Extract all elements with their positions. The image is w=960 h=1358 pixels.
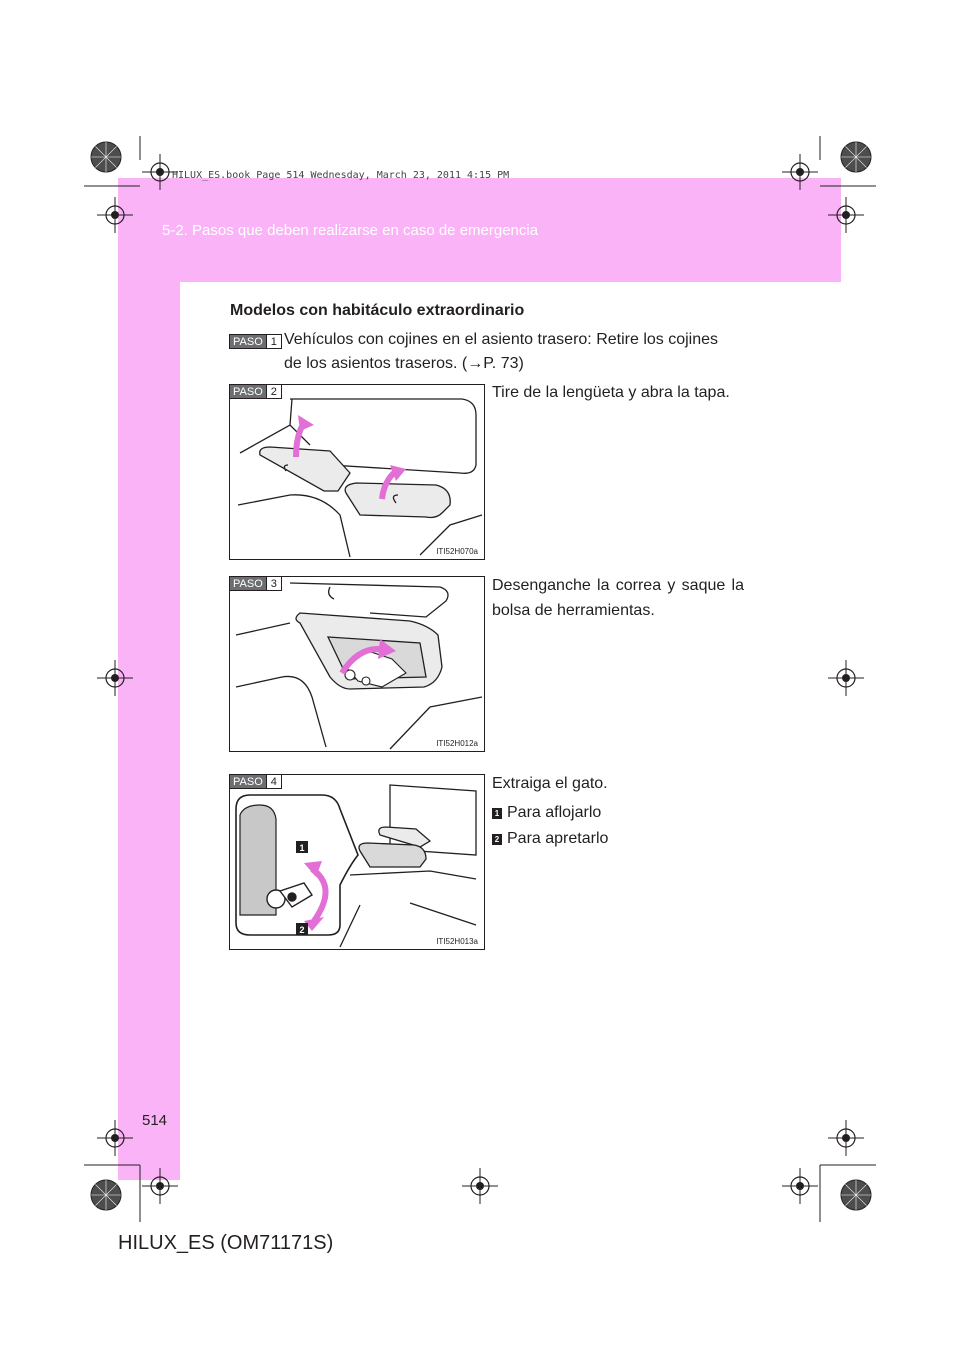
- figure-code: ITI52H012a: [436, 739, 478, 748]
- step-text: Extraiga el gato.: [492, 775, 608, 792]
- step-word: PASO: [230, 775, 266, 788]
- sunburst-mark: [91, 1180, 121, 1210]
- section-title: 5-2. Pasos que deben realizarse en caso de emergencia: [162, 222, 539, 239]
- sunburst-mark: [841, 1180, 871, 1210]
- figure-step-2: [229, 384, 485, 560]
- step-number: 4: [266, 775, 281, 788]
- legend-item: [492, 804, 601, 822]
- step-text: Desenganche la correa y saque la bolsa de herramientas.: [492, 577, 744, 619]
- legend-label: Para apretarlo: [507, 830, 609, 847]
- step-number: 2: [266, 385, 281, 398]
- step-text: Tire de la lengüeta y abra la tapa.: [492, 384, 730, 401]
- step-badge: [229, 774, 282, 789]
- registration-cross: [97, 1120, 133, 1156]
- registration-cross: [782, 154, 818, 190]
- figure-code: ITI52H070a: [436, 547, 478, 556]
- sunburst-mark: [841, 142, 871, 172]
- registration-cross: [828, 1120, 864, 1156]
- registration-cross: [782, 1168, 818, 1204]
- step-badge: [229, 576, 282, 591]
- step-number: 1: [266, 335, 281, 348]
- legend-label: Para aflojarlo: [507, 804, 602, 821]
- step-word: PASO: [230, 577, 266, 590]
- svg-text:1: 1: [299, 843, 305, 853]
- registration-cross: [462, 1168, 498, 1204]
- svg-text:2: 2: [299, 925, 305, 935]
- registration-cross: [97, 197, 133, 233]
- step-badge: [229, 334, 282, 349]
- figure-illustration: [230, 385, 484, 559]
- book-stamp: HILUX_ES.book Page 514 Wednesday, March 23, 2011 4:15 PM: [172, 170, 510, 181]
- legend-item: [492, 830, 608, 848]
- step-text-line: de los asientos traseros. (→P. 73): [284, 355, 524, 372]
- figure-illustration: [230, 577, 484, 751]
- step-word: PASO: [230, 385, 266, 398]
- registration-cross: [97, 660, 133, 696]
- figure-code: ITI52H013a: [436, 937, 478, 946]
- step-number: 3: [266, 577, 281, 590]
- subheading: Modelos con habitáculo extraordinario: [230, 302, 525, 319]
- legend-number: 2: [492, 834, 502, 845]
- page-number: 514: [142, 1112, 168, 1129]
- registration-cross: [142, 1168, 178, 1204]
- manual-code: HILUX_ES (OM71171S): [118, 1232, 334, 1254]
- legend-number: 1: [492, 808, 502, 819]
- step-text: [284, 328, 746, 376]
- step-text-line: Vehículos con cojines en el asiento trasero: Retire los cojines: [284, 331, 719, 348]
- registration-cross: [828, 197, 864, 233]
- registration-cross: [828, 660, 864, 696]
- step-badge: [229, 384, 282, 399]
- sunburst-mark: [91, 142, 121, 172]
- step-word: PASO: [230, 335, 266, 348]
- figure-step-3: [229, 576, 485, 752]
- figure-step-4: [229, 774, 485, 950]
- figure-illustration: [230, 775, 484, 949]
